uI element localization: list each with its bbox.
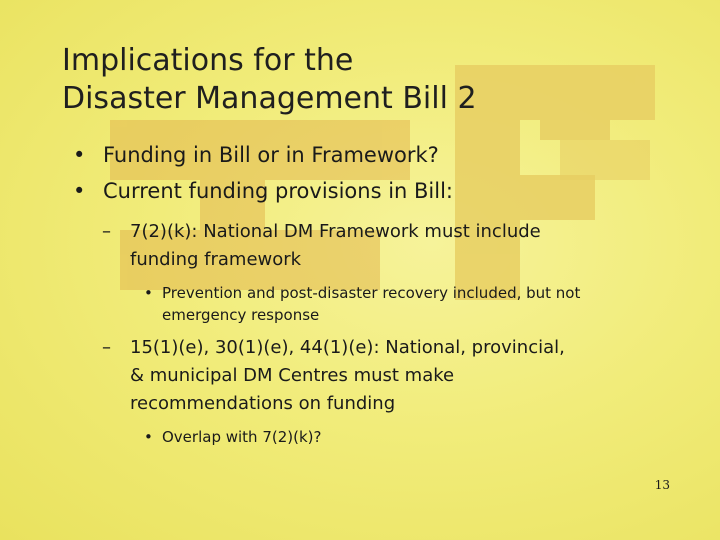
bullet-icon: • bbox=[144, 284, 153, 302]
sub-item-line: 15(1)(e), 30(1)(e), 44(1)(e): National, provincial, bbox=[130, 337, 565, 358]
bullet-icon: • bbox=[73, 179, 86, 203]
bullet-icon: • bbox=[144, 428, 153, 446]
detail-item bbox=[144, 426, 322, 448]
dash-icon: – bbox=[102, 337, 111, 358]
sub-item-line: 7(2)(k): National DM Framework must include bbox=[130, 221, 541, 242]
bullet-item bbox=[73, 141, 439, 169]
bullet-text: Current funding provisions in Bill: bbox=[103, 179, 454, 203]
detail-item bbox=[144, 282, 581, 326]
title-line-1: Implications for the bbox=[62, 43, 354, 78]
detail-item-line: Overlap with 7(2)(k)? bbox=[162, 428, 322, 446]
sub-item bbox=[102, 218, 541, 274]
sub-item bbox=[102, 334, 565, 418]
detail-item-line: emergency response bbox=[162, 306, 320, 324]
title-line-2: Disaster Management Bill 2 bbox=[62, 81, 477, 116]
bullet-item bbox=[73, 177, 454, 205]
page-number: 13 bbox=[654, 478, 670, 492]
sub-item-line: funding framework bbox=[130, 249, 302, 270]
dash-icon: – bbox=[102, 221, 111, 242]
sub-item-line: & municipal DM Centres must make bbox=[130, 365, 455, 386]
detail-item-line: Prevention and post-disaster recovery included, but not bbox=[162, 284, 581, 302]
sub-item-line: recommendations on funding bbox=[130, 393, 396, 414]
bullet-text: Funding in Bill or in Framework? bbox=[103, 143, 439, 167]
bullet-icon: • bbox=[73, 143, 86, 167]
